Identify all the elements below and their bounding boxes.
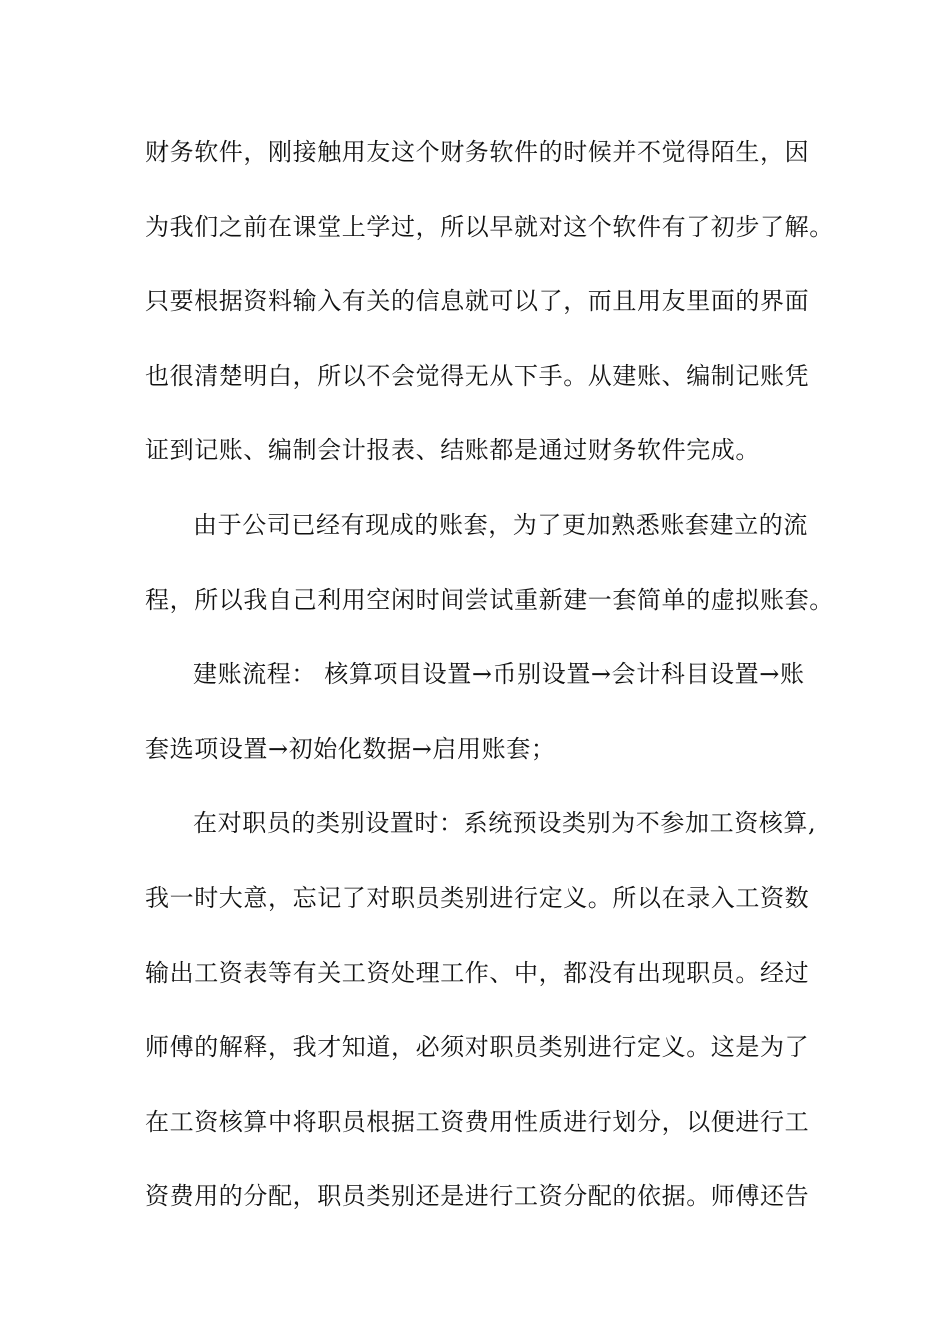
text-line: 资费用的分配，职员类别还是进行工资分配的依据。师傅还告 — [145, 1182, 810, 1210]
text-line: 也很清楚明白，所以不会觉得无从下手。从建账、编制记账凭 — [145, 362, 810, 390]
text-line: 财务软件，刚接触用友这个财务软件的时候并不觉得陌生，因 — [145, 138, 810, 166]
text-line: 证到记账、编制会计报表、结账都是通过财务软件完成。 — [145, 436, 760, 464]
paragraph-start-line: 在对职员的类别设置时：系统预设类别为不参加工资核算, — [193, 809, 817, 837]
text-line: 输出工资表等有关工资处理工作、中，都没有出现职员。经过 — [145, 959, 810, 987]
text-line: 只要根据资料输入有关的信息就可以了，而且用友里面的界面 — [145, 287, 810, 315]
paragraph-start-line: 由于公司已经有现成的账套，为了更加熟悉账套建立的流 — [193, 511, 808, 539]
text-line: 在工资核算中将职员根据工资费用性质进行划分，以便进行工 — [145, 1108, 810, 1136]
text-line: 师傅的解释，我才知道，必须对职员类别进行定义。这是为了 — [145, 1033, 810, 1061]
text-line: 为我们之前在课堂上学过，所以早就对这个软件有了初步了解。 — [145, 213, 834, 241]
text-line: 程，所以我自己利用空闲时间尝试重新建一套简单的虚拟账套。 — [145, 586, 834, 614]
text-line: 我一时大意，忘记了对职员类别进行定义。所以在录入工资数 — [145, 884, 810, 912]
text-line: 套选项设置→初始化数据→启用账套； — [145, 735, 556, 763]
paragraph-start-line: 建账流程： 核算项目设置→币别设置→会计科目设置→账 — [193, 660, 805, 688]
